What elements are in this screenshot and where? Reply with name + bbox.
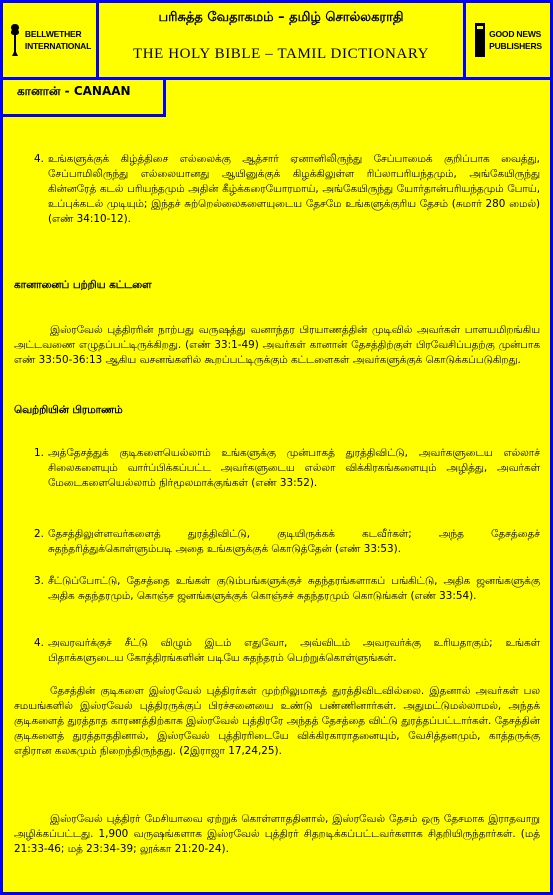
list-item: [34, 636, 540, 666]
list-number: 2.: [34, 528, 44, 540]
title-english: THE HOLY BIBLE – TAMIL DICTIONARY: [132, 46, 430, 62]
list-text: உங்களுக்குக் கிழ்த்திசை எல்லைக்கு ஆத்சார் ஏனானிலிருந்து சேப்பாமைக் குறிப்பாக வைத்து, சேப்பாமிலிருந்து எல்லையானது ஆயினுக்குக் கிழக்கிலுள்ள ரிப்லாபரியந்தமும், அங்கேயிருந்து கின்னரேத் கடல் பரியந்தமும் அதின் கீழ்க்கரையோரமாய், அங்கேயிருந்து யோர்தான்பரியந்தமும் போய், உப்புக்கடல் முடியும்; இந்தச் சுற்றெல்லைகளையுடைய தேசமே உங்களுக்குரிய தேசம் (சுமார் 280 மைல்) (எண் 34:10-12).: [48, 153, 540, 225]
list-item: [34, 446, 540, 491]
list-number: 4.: [34, 153, 44, 165]
list-item: [34, 152, 540, 227]
list-text: சீட்டுப்போட்டு, தேசத்தை உங்கள் குடும்பங்களுக்குச் சுதந்தரங்களாகப் பங்கிட்டு, அதிக ஜனங்களுக்கு அதிக சுதந்தரமும், கொஞ்ச ஜனங்களுக்குக் கொஞ்சச் சுதந்தரமும் கொடுங்கள் (எண் 33:54).: [48, 575, 540, 602]
paragraph: இஸ்ரவேல் புத்திரரின் நாற்பது வருஷத்து வனாந்தர பிரயாணத்தின் முடிவில் அவர்கள் பாளயமிறங்கிய அட்டவணை எழுதப்பட்டிருக்கிறது. (எண் 33:1-49) அவர்கள் கானான் தேசத்திற்குள் பிரவேசிப்பதற்கு முன்பாக எண் 33:50-36:13 ஆகிய வசனங்களில் கூறப்பட்டிருக்கும் கட்டளைகள் அவர்களுக்குக் கொடுக்கப்படுகிறது.: [14, 324, 540, 366]
logo-line2: PUBLISHERS: [489, 41, 542, 51]
list-item: [34, 527, 540, 557]
list-number: 3.: [34, 575, 44, 587]
list-number: 4.: [34, 637, 44, 649]
paragraph: இஸ்ரவேல் புத்திரர் மேசியாவை ஏற்றுக் கொள்ளாததினால், இஸ்ரவேல் தேசம் ஒரு தேசமாக இராதவாறு அழிக்கப்பட்டது. 1,900 வருஷங்களாக இஸ்ரவேல் புத்திரர் சிதறடிக்கப்பட்டவர்களாக சிதறியிருந்தார்கள். (மத் 21:33-46; மத் 23:34-39; லூக்கா 21:20-24).: [14, 813, 540, 855]
list-text: தேசத்திலுள்ளவர்களைத் துரத்திவிட்டு, குடியிருக்கக் கடவீர்கள்; அந்த தேசத்தைச் சுதந்தரித்துக்கொள்ளும்படி அதை உங்களுக்குக் கொடுத்தேன் (எண் 33:53).: [48, 528, 540, 555]
logo-line1: GOOD NEWS: [489, 29, 542, 39]
term-title: கானான் - CANAAN: [17, 84, 131, 98]
list-item: [34, 574, 540, 604]
section-heading: கானானைப் பற்றிய கட்டளை: [14, 279, 152, 291]
logo-line2: INTERNATIONAL: [24, 41, 92, 51]
title-tamil: பரிசுத்த வேதாகமம் – தமிழ் சொல்லகராதி: [158, 10, 404, 25]
list-number: 1.: [34, 447, 44, 459]
list-text: அத்தேசத்துக் குடிகளையெல்லாம் உங்களுக்கு முன்பாகத் துரத்திவிட்டு, அவர்களுடைய எல்லாச் சிலைகளையும் வார்ப்பிக்கப்பட்ட அவர்களுடைய எல்லா விக்கிரகங்களையும் அழித்து, அவர்கள் மேடைகளையெல்லாம் நிர்மூலமாக்குங்கள் (எண் 33:52).: [48, 447, 540, 489]
list-text: அவரவர்க்குச் சீட்டு விழும் இடம் எதுவோ, அவ்விடம் அவரவர்க்கு உரியதாகும்; உங்கள் பிதாக்களுடைய கோத்திரங்களின் படியே சுதந்தரம் பெற்றுக்கொள்ளுங்கள்.: [48, 637, 540, 664]
paragraph: தேசத்தின் குடிகளை இஸ்ரவேல் புத்திரர்கள் முற்றிலுமாகத் துரத்திவிடவில்லை. இதனால் அவர்கள் பல சமயங்களில் இஸ்ரவேல் புத்திரருக்குப் பிரச்சனையை உண்டு பண்ணினார்கள். அதுமட்டுமல்லாமல், அந்தக் குடிகளைத் துரத்தாத காரணத்திற்காக இஸ்ரவேல் புத்திரரே அந்தத் தேசத்தை விட்டு துரத்தப்பட்டார்கள். தேசத்தின் குடிகளைத் துரத்தாததினால், இஸ்ரவேல் புத்திரரிடையே விக்கிரகாராதனையும், வேசித்தனமும், காத்தருக்கு எதிரான கலகமும் நிறைந்திருந்தது. (2இராஜா 17,24,25).: [14, 685, 540, 757]
logo-line1: BELLWETHER: [24, 29, 82, 39]
section-heading: வெற்றியின் பிரமாணம்: [14, 404, 123, 416]
